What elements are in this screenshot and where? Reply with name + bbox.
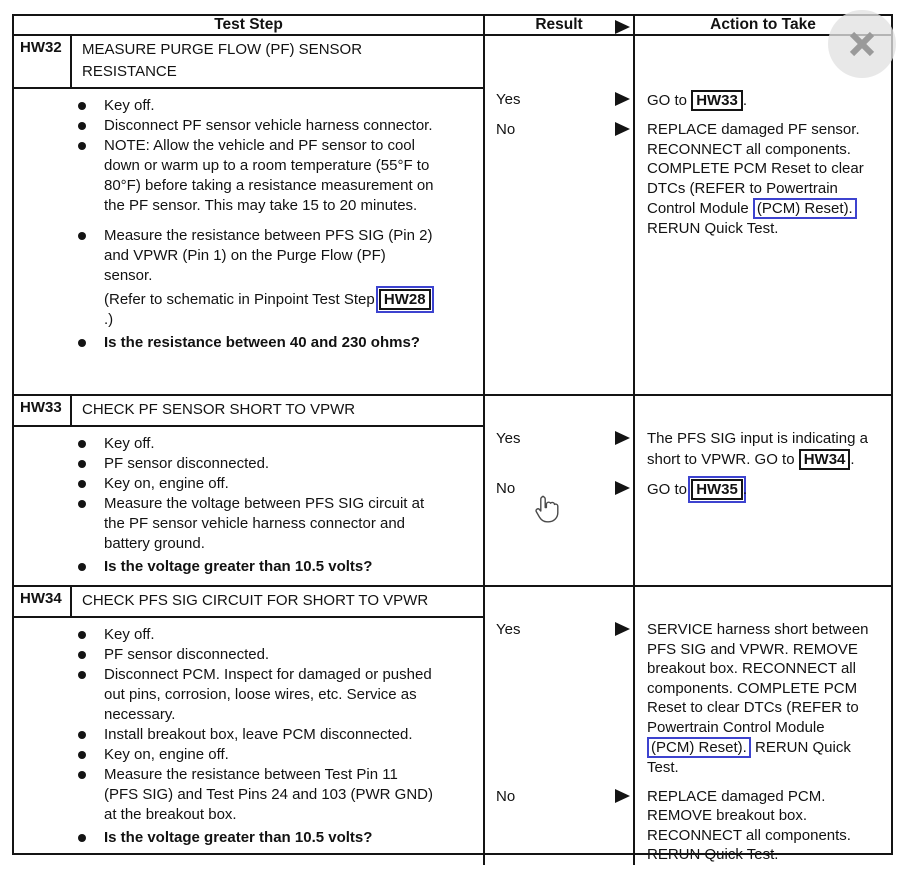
result-label: No — [496, 121, 516, 138]
text-segment: Measure the resistance between PFS SIG (Pin 2) and VPWR (Pin 1) on the Purge Flow (PF) sensor. — [104, 227, 433, 284]
text-segment: Is the voltage greater than 10.5 volts? — [104, 558, 373, 575]
link-pcm-reset[interactable]: (PCM) Reset). — [647, 737, 751, 758]
header-action-label: Action to Take — [710, 16, 816, 33]
bullet-item — [104, 725, 436, 745]
bullet-icon — [78, 671, 86, 679]
step-instructions — [14, 427, 483, 585]
text-segment: PF sensor disconnected. — [104, 646, 270, 663]
header-test-step-label: Test Step — [214, 16, 283, 33]
result-arrow-icon — [615, 431, 630, 445]
bullet-icon — [78, 102, 86, 110]
result-arrow-icon — [615, 20, 630, 34]
action-text — [633, 429, 891, 470]
pinpoint-test-table — [12, 14, 893, 863]
result-row-yes — [485, 429, 891, 470]
text-segment: SERVICE harness short between PFS SIG and VPWR. REMOVE breakout box. RECONNECT all components. COMPLETE PCM Reset to clear DTCs (REFER to Powertrain Control Module — [647, 621, 869, 736]
text-segment: Disconnect PF sensor vehicle harness connector. — [104, 117, 433, 134]
text-segment: Measure the resistance between Test Pin 11 (PFS SIG) and Test Pins 24 and 103 (PWR GND) at the breakout box. — [104, 766, 434, 823]
result-label: Yes — [496, 621, 521, 638]
bullet-icon — [78, 731, 86, 739]
text-segment: NOTE: Allow the vehicle and PF sensor to cool down or warm up to a room temperature (55°F to 80°F) before taking a resistance measurement on the PF sensor. This may take 15 to 20 minutes. — [104, 137, 434, 214]
result-row-yes — [485, 620, 891, 778]
result-cell — [485, 429, 633, 470]
text-segment: GO to — [647, 480, 692, 498]
bullet-item — [104, 136, 436, 216]
text-segment: The PFS SIG input is indicating a short to VPWR. GO to — [647, 430, 868, 468]
bullet-item — [104, 226, 436, 286]
step-title-row — [14, 587, 483, 618]
result-arrow-icon — [615, 122, 630, 136]
step-title: CHECK PFS SIG CIRCUIT FOR SHORT TO VPWR — [82, 592, 429, 609]
bullet-item — [104, 645, 436, 665]
bullet-icon — [78, 771, 86, 779]
result-label: No — [496, 787, 516, 805]
note-line — [104, 289, 436, 330]
bullet-item — [104, 333, 436, 353]
close-icon — [845, 27, 879, 61]
column-divider — [633, 36, 635, 394]
step-id: HW34 — [14, 587, 72, 616]
bullet-icon — [78, 440, 86, 448]
text-segment: Is the resistance between 40 and 230 ohms? — [104, 334, 420, 351]
test-step-column — [14, 36, 485, 394]
result-row-yes — [485, 90, 891, 111]
link-HW35[interactable]: HW35 — [691, 479, 743, 500]
text-segment: Key on, engine off. — [104, 475, 229, 492]
text-segment: .) — [104, 311, 114, 328]
result-label: No — [496, 479, 516, 497]
step-instructions — [14, 618, 483, 856]
bullet-icon — [78, 651, 86, 659]
test-step-column — [14, 396, 485, 585]
result-row-no — [485, 787, 891, 865]
result-cell — [485, 479, 633, 500]
link-HW28[interactable]: HW28 — [379, 289, 431, 310]
action-text — [633, 120, 891, 239]
bullet-icon — [78, 122, 86, 130]
column-divider — [633, 396, 635, 585]
link-HW34[interactable]: HW34 — [799, 449, 851, 470]
step-title: CHECK PF SENSOR SHORT TO VPWR — [82, 401, 356, 418]
result-label: Yes — [496, 91, 521, 108]
test-step-block-HW32 — [14, 36, 891, 396]
bullet-icon — [78, 480, 86, 488]
action-text — [633, 620, 891, 778]
result-row-no — [485, 479, 891, 500]
result-arrow-icon — [615, 92, 630, 106]
test-step-column — [14, 587, 485, 865]
bullet-icon — [78, 563, 86, 571]
bullet-item — [104, 474, 436, 494]
text-segment: Measure the voltage between PFS SIG circuit at the PF sensor vehicle harness connector and battery ground. — [104, 495, 425, 552]
step-title-row — [14, 396, 483, 427]
bullet-icon — [78, 460, 86, 468]
header-result — [485, 16, 635, 34]
step-id: HW32 — [14, 36, 72, 87]
text-segment: Key off. — [104, 626, 155, 643]
link-HW33[interactable]: HW33 — [691, 90, 743, 111]
bullet-item — [104, 116, 436, 136]
text-segment: RERUN Quick Test. — [647, 739, 851, 776]
text-segment: . — [742, 92, 748, 109]
bullet-item — [104, 494, 436, 554]
bullet-item — [104, 765, 436, 825]
bullet-item — [104, 434, 436, 454]
bullet-icon — [78, 631, 86, 639]
text-segment: PF sensor disconnected. — [104, 455, 270, 472]
result-arrow-icon — [615, 789, 630, 803]
header-test-step — [14, 16, 485, 34]
bullet-item — [104, 745, 436, 765]
result-cell — [485, 90, 633, 111]
action-text — [633, 90, 891, 111]
result-arrow-icon — [615, 481, 630, 495]
step-title-row — [14, 36, 483, 89]
bullet-icon — [78, 834, 86, 842]
result-action-region — [485, 396, 891, 585]
text-segment: RERUN Quick Test. — [647, 220, 779, 237]
bullet-item — [104, 557, 436, 577]
text-segment: REPLACE damaged PCM. REMOVE breakout box. RECONNECT all components. RERUN Quick Test. — [647, 787, 851, 863]
text-segment: REPLACE damaged PF sensor. RECONNECT all components. COMPLETE PCM Reset to clear DTCs (REFER to Powertrain Control Module — [647, 121, 864, 217]
text-segment: GO to — [647, 92, 692, 109]
text-segment: (Refer to schematic in Pinpoint Test Step — [104, 291, 379, 308]
close-button[interactable] — [828, 10, 896, 78]
result-arrow-icon — [615, 622, 630, 636]
column-divider — [633, 587, 635, 865]
bullet-icon — [78, 232, 86, 240]
text-segment: Install breakout box, leave PCM disconnected. — [104, 726, 413, 743]
bullet-icon — [78, 500, 86, 508]
header-result-label: Result — [535, 16, 583, 33]
test-step-block-HW34 — [14, 587, 891, 865]
bullet-item — [104, 828, 436, 848]
action-text — [633, 479, 891, 500]
result-label: Yes — [496, 430, 521, 447]
bullet-icon — [78, 142, 86, 150]
text-segment: Key off. — [104, 435, 155, 452]
test-step-block-HW33 — [14, 396, 891, 587]
step-title: MEASURE PURGE FLOW (PF) SENSOR RESISTANCE — [82, 41, 363, 80]
text-segment: . — [742, 480, 748, 498]
bullet-icon — [78, 339, 86, 347]
result-cell — [485, 620, 633, 778]
bullet-item — [104, 625, 436, 645]
bullet-item — [104, 454, 436, 474]
link-pcm-reset[interactable]: (PCM) Reset). — [753, 198, 857, 219]
table-header-row — [14, 16, 891, 36]
step-id: HW33 — [14, 396, 72, 425]
action-text — [633, 787, 891, 865]
text-segment: Key on, engine off. — [104, 746, 229, 763]
bullet-item — [104, 665, 436, 725]
bullet-item — [104, 96, 436, 116]
result-action-region — [485, 587, 891, 865]
result-row-no — [485, 120, 891, 239]
result-cell — [485, 120, 633, 239]
result-cell — [485, 787, 633, 865]
text-segment: Disconnect PCM. Inspect for damaged or pushed out pins, corrosion, loose wires, etc. Service as necessary. — [104, 666, 432, 723]
bullet-icon — [78, 751, 86, 759]
result-action-region — [485, 36, 891, 394]
step-instructions — [14, 89, 483, 361]
text-segment: Is the voltage greater than 10.5 volts? — [104, 829, 373, 846]
text-segment: Key off. — [104, 97, 155, 114]
text-segment: . — [850, 450, 855, 468]
